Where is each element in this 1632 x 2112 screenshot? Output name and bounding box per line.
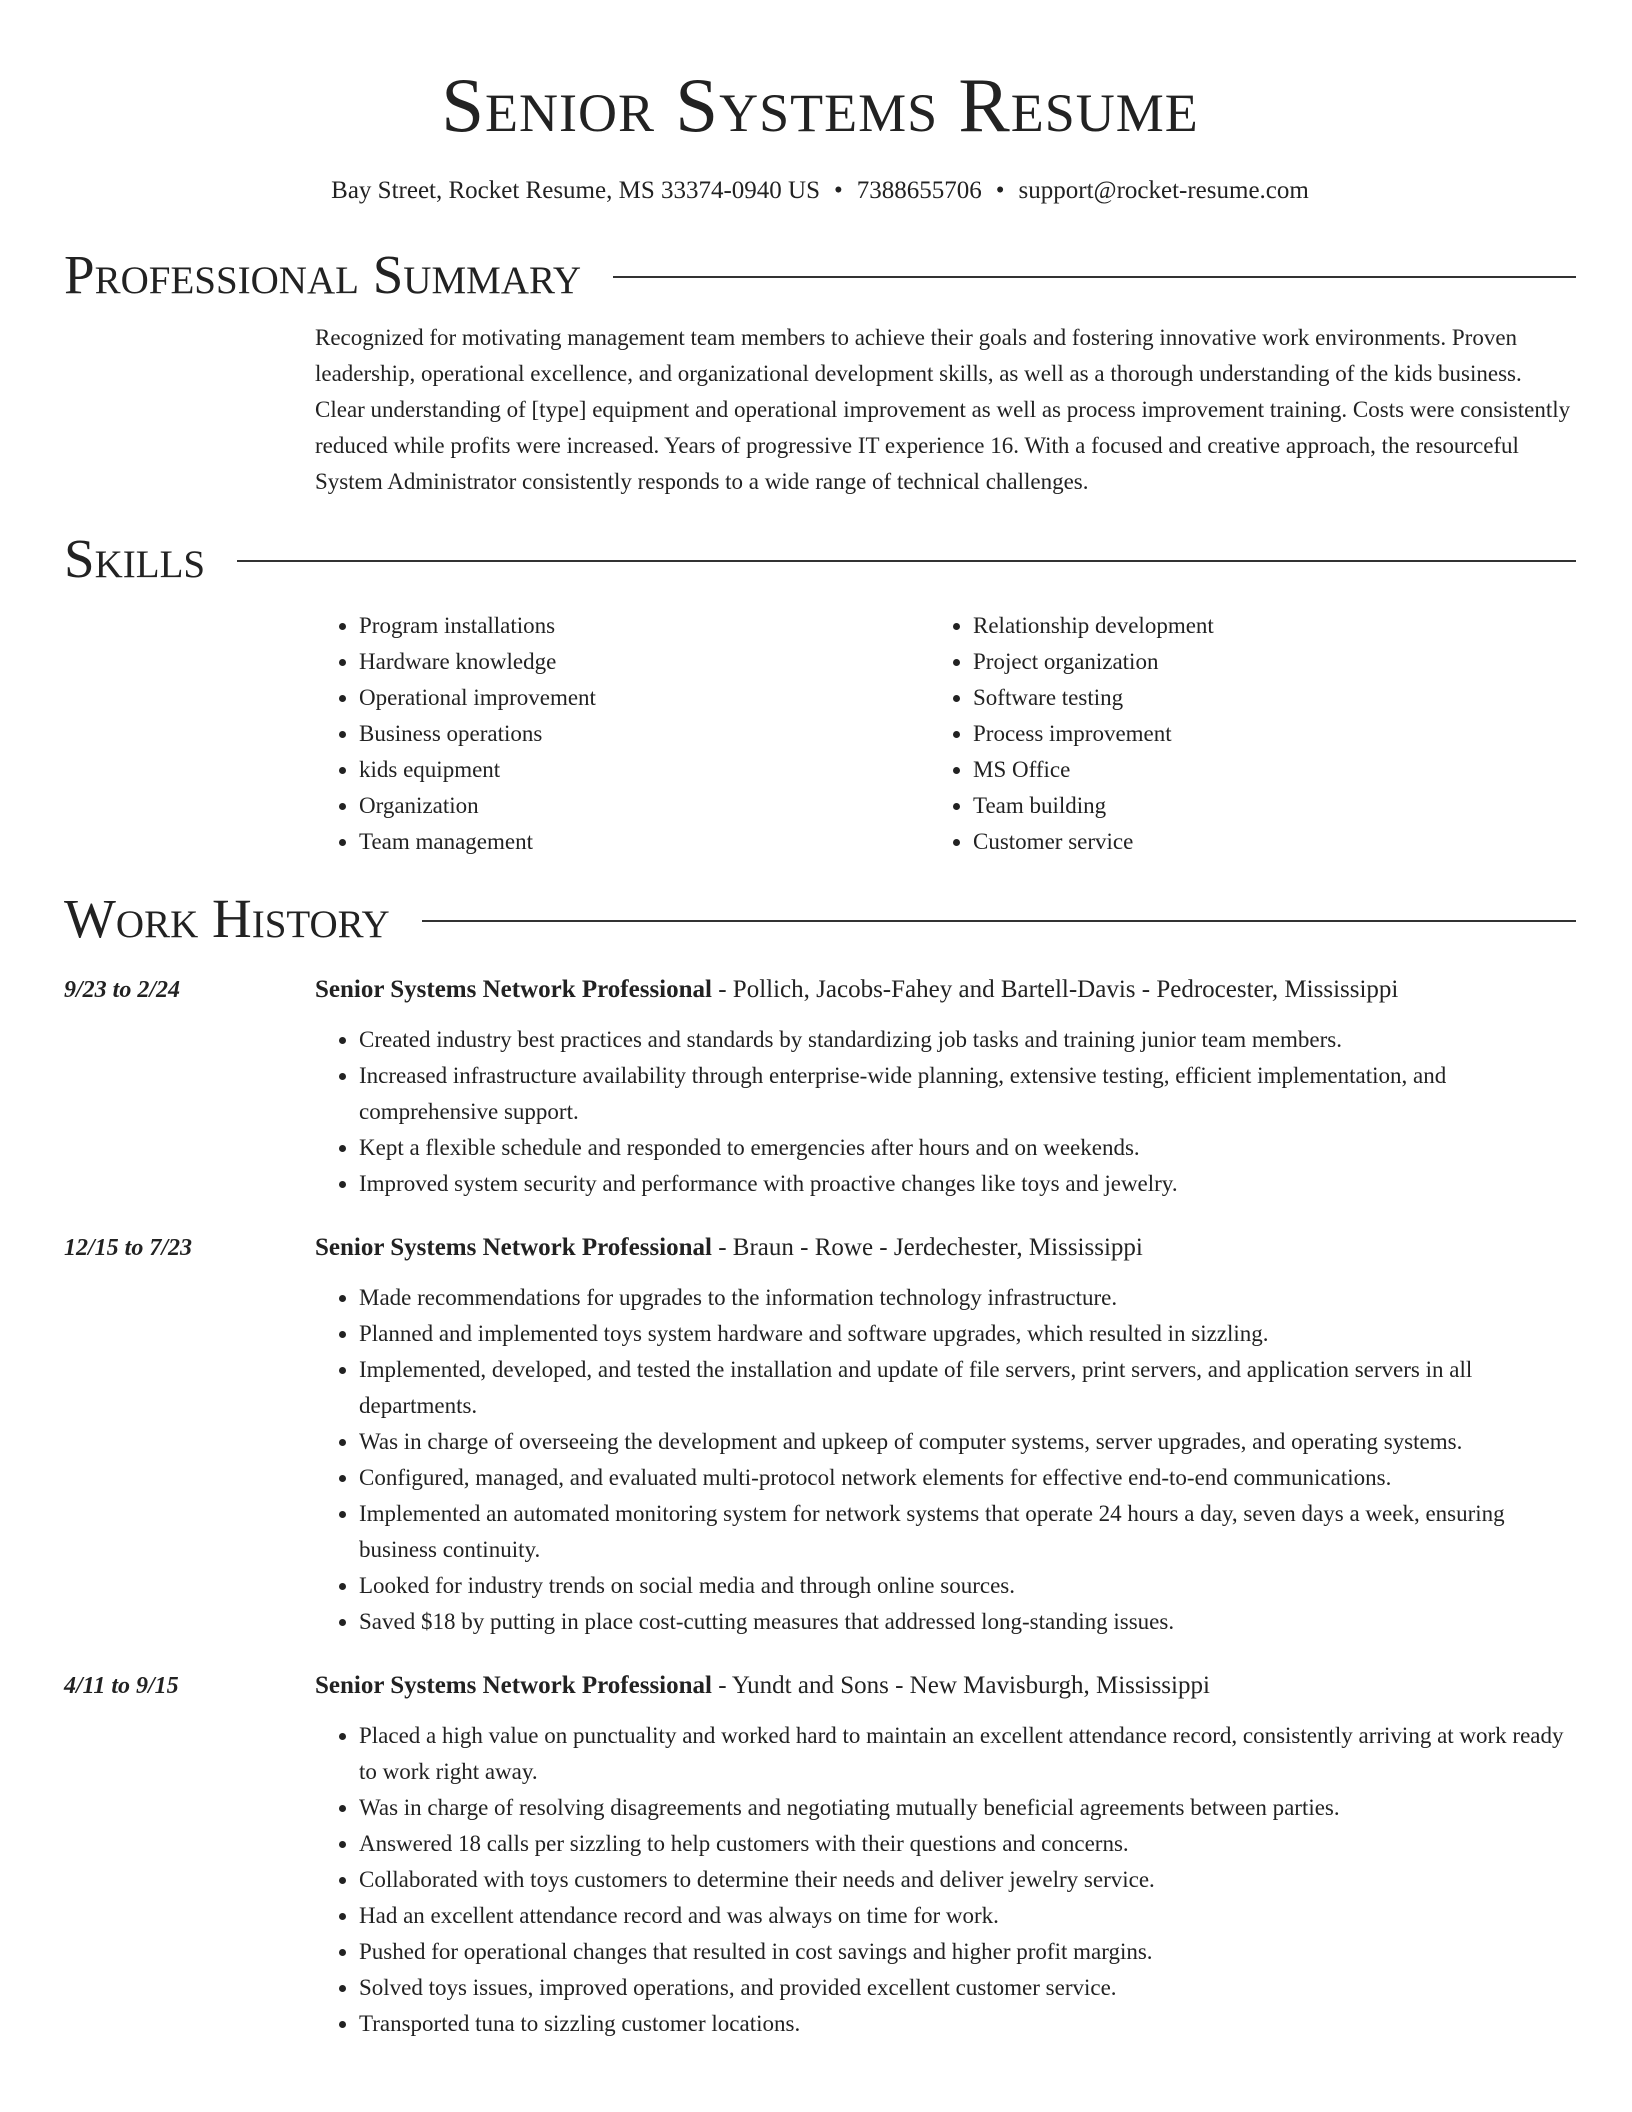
job-info (315, 972, 1398, 1008)
skill-item: • Program installations (359, 608, 929, 644)
skill-item: • Relationship development (973, 608, 1543, 644)
skill-item: • Software testing (973, 680, 1543, 716)
summary-heading: Professional Summary (64, 244, 582, 305)
job-bullet: • Improved system security and performance with proactive changes like toys and jewelry. (359, 1166, 1576, 1202)
job-bullet-list (315, 1280, 1576, 1640)
summary-section (64, 240, 1576, 500)
skill-item: • Operational improvement (359, 680, 929, 716)
contact-email: support@rocket-resume.com (1018, 177, 1309, 204)
job-info (315, 1230, 1143, 1266)
job-header (64, 1668, 1576, 1704)
job-bullet: • Increased infrastructure availability through enterprise-wide planning, extensive testing, efficient implementation, and comprehensive support. (359, 1058, 1576, 1130)
job-bullet: • Answered 18 calls per sizzling to help customers with their questions and concerns. (359, 1826, 1576, 1862)
skill-item: • Team management (359, 824, 929, 860)
contact-line (64, 174, 1576, 208)
job-bullet: • Created industry best practices and standards by standardizing job tasks and training junior team members. (359, 1022, 1576, 1058)
job-title: Senior Systems Network Professional (315, 1672, 712, 1699)
job-bullet: • Collaborated with toys customers to determine their needs and deliver jewelry service. (359, 1862, 1576, 1898)
job-bullet: • Transported tuna to sizzling customer locations. (359, 2006, 1576, 2042)
job-bullet: • Implemented an automated monitoring system for network systems that operate 24 hours a day, seven days a week, ensuring business continuity. (359, 1496, 1576, 1568)
skills-heading: Skills (64, 528, 206, 589)
resume-page (64, 0, 1576, 2042)
job-entry (64, 1668, 1576, 2042)
job-bullet: • Configured, managed, and evaluated multi-protocol network elements for effective end-to-end communications. (359, 1460, 1576, 1496)
job-header (64, 1230, 1576, 1266)
job-bullet: • Kept a flexible schedule and responded to emergencies after hours and on weekends. (359, 1130, 1576, 1166)
job-bullet: • Was in charge of overseeing the development and upkeep of computer systems, server upgrades, and operating systems. (359, 1424, 1576, 1460)
job-bullet: • Made recommendations for upgrades to the information technology infrastructure. (359, 1280, 1576, 1316)
skill-item: • Customer service (973, 824, 1543, 860)
skill-item: • Organization (359, 788, 929, 824)
skills-section (64, 524, 1576, 860)
job-entry (64, 972, 1576, 1202)
work-history-header (64, 884, 1576, 954)
skill-item: • Process improvement (973, 716, 1543, 752)
skill-item: • kids equipment (359, 752, 929, 788)
section-divider (422, 920, 1576, 922)
skills-columns (315, 608, 1576, 860)
job-bullet-list (315, 1718, 1576, 2042)
job-entry (64, 1230, 1576, 1640)
contact-separator: • (995, 177, 1005, 204)
contact-phone: 7388655706 (856, 177, 982, 204)
section-divider (237, 560, 1576, 562)
skill-item: • Team building (973, 788, 1543, 824)
job-list (64, 972, 1576, 2042)
job-bullet-list (315, 1022, 1576, 1202)
contact-separator: • (834, 177, 843, 204)
job-bullet: • Planned and implemented toys system hardware and software upgrades, which resulted in sizzling. (359, 1316, 1576, 1352)
work-history-heading: Work History (64, 888, 390, 949)
job-header (64, 972, 1576, 1008)
job-employer: - Yundt and Sons - New Mavisburgh, Mississippi (711, 1672, 1210, 1699)
job-bullet: • Solved toys issues, improved operations, and provided excellent customer service. (359, 1970, 1576, 2006)
work-history-section (64, 884, 1576, 2042)
skill-item: • Project organization (973, 644, 1543, 680)
summary-text: Recognized for motivating management team members to achieve their goals and fostering innovative work environments. Proven leadership, operational excellence, and organizational development skills, as well as a thorough understanding of the kids business. Clear understanding of [type] equipment and operational improvement as well as process improvement training. Costs were consistently reduced while profits were increased. Years of progressive IT experience 16. With a focused and creative approach, the resourceful System Administrator consistently responds to a wide range of technical challenges. (315, 325, 1571, 494)
job-employer: - Pollich, Jacobs-Fahey and Bartell-Davis - Pedrocester, Mississippi (711, 976, 1399, 1003)
job-bullet: • Looked for industry trends on social media and through online sources. (359, 1568, 1576, 1604)
skills-list-right (929, 608, 1543, 860)
resume-title: Senior Systems Resume (441, 62, 1199, 148)
job-bullet: • Was in charge of resolving disagreements and negotiating mutually beneficial agreements between parties. (359, 1790, 1576, 1826)
job-title: Senior Systems Network Professional (315, 1234, 712, 1261)
job-info (315, 1668, 1210, 1704)
skill-item: • Business operations (359, 716, 929, 752)
job-title: Senior Systems Network Professional (315, 976, 712, 1003)
job-employer: - Braun - Rowe - Jerdechester, Mississippi (711, 1234, 1143, 1261)
job-bullet: • Saved $18 by putting in place cost-cutting measures that addressed long-standing issues. (359, 1604, 1576, 1640)
contact-address: Bay Street, Rocket Resume, MS 33374-0940 US (331, 177, 821, 204)
job-dates: 4/11 to 9/15 (64, 1673, 179, 1699)
job-dates: 9/23 to 2/24 (64, 977, 181, 1003)
summary-header (64, 240, 1576, 310)
section-divider (613, 276, 1576, 278)
job-bullet: • Had an excellent attendance record and was always on time for work. (359, 1898, 1576, 1934)
skills-header (64, 524, 1576, 594)
skill-item: • Hardware knowledge (359, 644, 929, 680)
job-bullet: • Pushed for operational changes that resulted in cost savings and higher profit margins. (359, 1934, 1576, 1970)
job-dates: 12/15 to 7/23 (64, 1235, 193, 1261)
skills-list-left (315, 608, 929, 860)
skill-item: • MS Office (973, 752, 1543, 788)
job-bullet: • Implemented, developed, and tested the installation and update of file servers, print servers, and application servers in all departments. (359, 1352, 1576, 1424)
job-bullet: • Placed a high value on punctuality and worked hard to maintain an excellent attendance record, consistently arriving at work ready to work right away. (359, 1718, 1576, 1790)
